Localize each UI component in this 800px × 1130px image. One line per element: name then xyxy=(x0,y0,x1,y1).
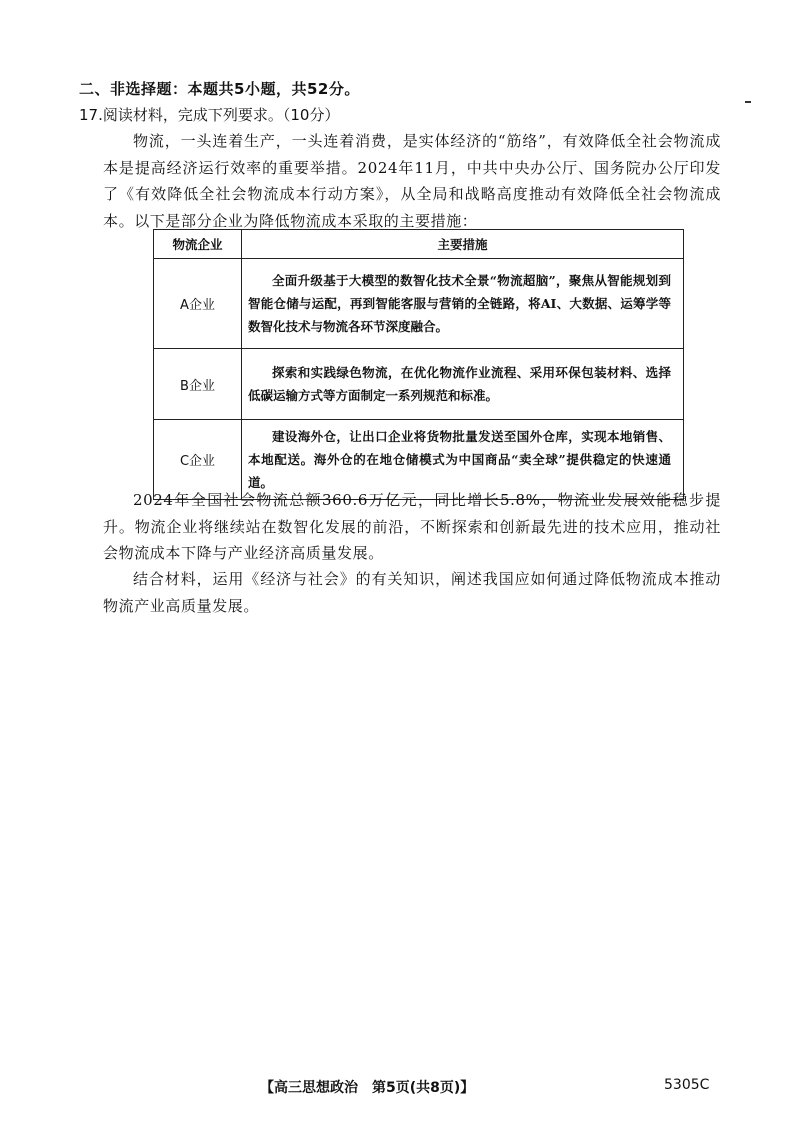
table-row xyxy=(154,349,684,420)
table-header-row xyxy=(154,230,684,259)
measure-cell: 探索和实践绿色物流，在优化物流作业流程、采用环保包装材料、选择低碳运输方式等方面制定一系列规范和标准。 xyxy=(242,349,684,420)
enterprise-cell: B企业 xyxy=(154,349,242,420)
enterprise-cell: A企业 xyxy=(154,259,242,349)
scan-mark xyxy=(745,101,751,103)
section-title: 二、非选择题：本题共5小题，共52分。 xyxy=(79,80,360,98)
question-title: 17.阅读材料，完成下列要求。（10分） xyxy=(79,106,340,124)
task-paragraph: 结合材料，运用《经济与社会》的有关知识，阐述我国应如何通过降低物流成本推动物流产业高质量发展。 xyxy=(103,570,721,615)
header-enterprise: 物流企业 xyxy=(154,230,242,259)
measure-cell: 全面升级基于大模型的数智化技术全景“物流超脑”，聚焦从智能规划到智能仓储与运配，再到智能客服与营销的全链路，将AI、大数据、运筹学等数智化技术与物流各环节深度融合。 xyxy=(242,259,684,349)
data-paragraph: 2024年全国社会物流总额360.6万亿元，同比增长5.8%，物流业发展效能稳步提升。物流企业将继续站在数智化发展的前沿，不断探索和创新最先进的技术应用，推动社会物流成本下降与产业经济高质量发展。 xyxy=(103,491,721,562)
measures-table xyxy=(153,229,684,500)
header-measures: 主要措施 xyxy=(242,230,684,259)
enterprise-cell: C企业 xyxy=(154,420,242,500)
paper-code: 5305C xyxy=(664,1077,710,1093)
page-footer: 【高三思想政治 第5页(共8页)】 xyxy=(260,1080,475,1096)
intro-paragraph: 物流，一头连着生产，一头连着消费，是实体经济的“筋络”，有效降低全社会物流成本是提高经济运行效率的重要举措。2024年11月，中共中央办公厅、国务院办公厅印发了《有效降低全社会物流成本行动方案》，从全局和战略高度推动有效降低全社会物流成本。以下是部分企业为降低物流成本采取的主要措施： xyxy=(103,132,721,230)
measure-cell: 建设海外仓，让出口企业将货物批量发送至国外仓库，实现本地销售、本地配送。海外仓的在地仓储模式为中国商品“卖全球”提供稳定的快速通道。 xyxy=(242,420,684,500)
table-row xyxy=(154,259,684,349)
